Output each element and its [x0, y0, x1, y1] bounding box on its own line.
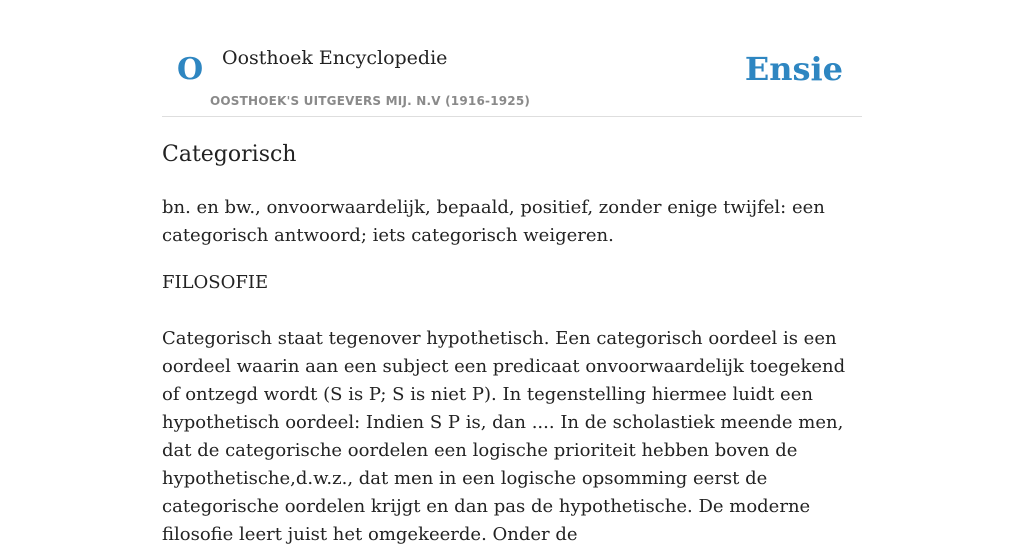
article	[162, 116, 862, 549]
site-header	[162, 0, 862, 117]
logo-icon[interactable]: O	[177, 52, 204, 87]
section-label: FILOSOFIE	[162, 272, 269, 293]
site-subtitle: OOSTHOEK'S UITGEVERS MIJ. N.V (1916-1925)	[210, 94, 531, 108]
body-text: Categorisch staat tegenover hypothetisch. Een categorisch oordeel is een oordeel waarin aan een subject een predicaat onvoorwaardelijk toegekend of ontzegd wordt (S is P; S is niet P). In tegenstelling hiermee luidt een hypothetisch oordeel: Indien S P is, dan .... In de scholastiek meende men, dat de categorische oordelen een logische prioriteit hebben boven de hypothetische,d.w.z., dat men in een logische opsomming eerst de categorische oordelen krijgt en dan pas de hypothetische. De moderne filosofie leert juist het omgekeerde. Onder de	[162, 328, 846, 545]
definition-text: bn. en bw., onvoorwaardelijk, bepaald, positief, zonder enige twijfel: een categorisch antwoord; iets categorisch weigeren.	[162, 197, 825, 246]
site-title[interactable]: Oosthoek Encyclopedie	[222, 47, 448, 69]
ensie-brand-link[interactable]: Ensie	[744, 50, 843, 88]
page-title: Categorisch	[162, 142, 297, 167]
